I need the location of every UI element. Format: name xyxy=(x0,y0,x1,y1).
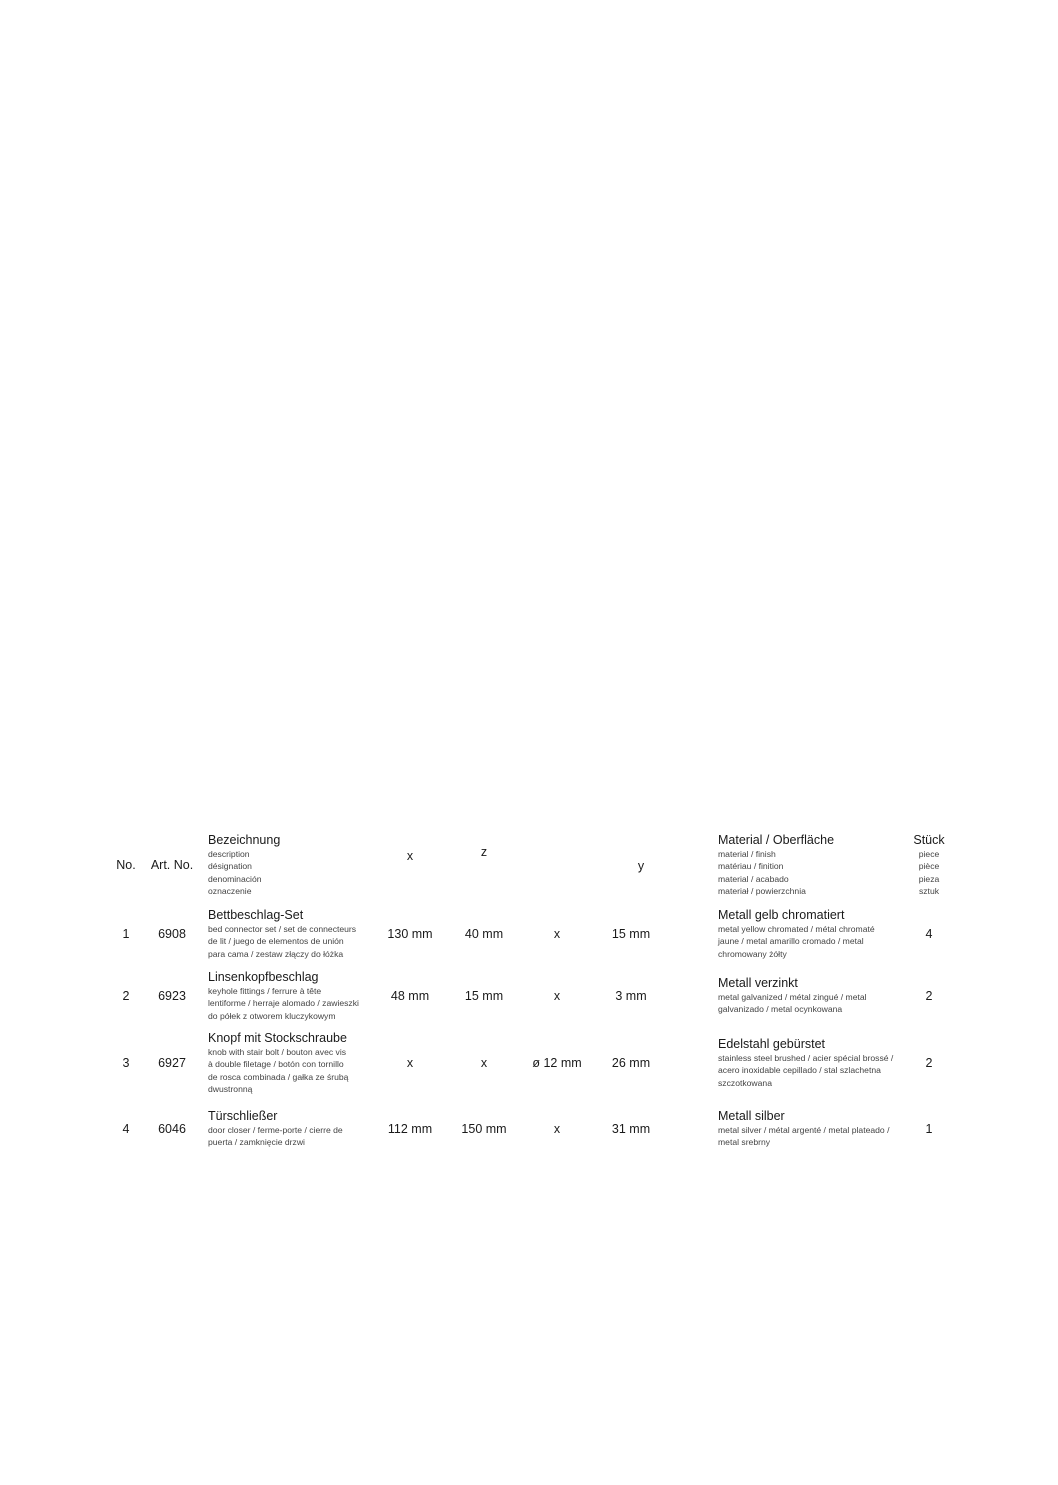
row-desc-line: bed connector set / set de connecteurs xyxy=(208,924,357,934)
header-pieces-line: pieza xyxy=(918,873,940,884)
row-desc-line: lentiforme / herraje alomado / zawieszki xyxy=(208,998,359,1009)
row-desc-line: à double filetage / botón con tornillo xyxy=(208,1059,344,1070)
row-name: Bettbeschlag-Set xyxy=(208,908,304,922)
table-row xyxy=(108,970,958,1031)
row-desc-line: do półek z otworem kluczykowym xyxy=(208,1010,336,1021)
row-desc-line: para cama / zestaw złączy do łóżka xyxy=(208,948,344,959)
row-y: 15 mm xyxy=(611,927,651,941)
row-name: Linsenkopfbeschlag xyxy=(208,970,319,984)
row-desc-line: de rosca combinada / gałka ze śrubą xyxy=(208,1071,349,1082)
header-pieces-title: Stück xyxy=(913,833,945,847)
row-no: 4 xyxy=(122,1122,130,1136)
row-x: x xyxy=(406,1056,414,1070)
row-material-title: Metall gelb chromatiert xyxy=(718,908,845,922)
row-designation xyxy=(208,908,356,960)
row-designation xyxy=(208,1031,348,1096)
table-row xyxy=(108,1109,958,1159)
row-material-line: metal silver / métal argenté / metal plateado / xyxy=(718,1125,890,1135)
row-material-title: Edelstahl gebürstet xyxy=(718,1037,826,1051)
row-art-no: 6923 xyxy=(158,989,186,1003)
row-art-no: 6046 xyxy=(158,1122,186,1136)
row-material-title: Metall verzinkt xyxy=(718,976,798,990)
row-designation xyxy=(208,1109,343,1149)
header-designation-line: denominación xyxy=(208,873,262,884)
row-y: 3 mm xyxy=(615,989,647,1003)
row-material-line: galvanizado / metal ocynkowana xyxy=(718,1004,843,1015)
row-no: 1 xyxy=(122,927,130,941)
row-y: 26 mm xyxy=(611,1056,651,1070)
header-designation-title: Bezeichnung xyxy=(208,833,281,847)
header-material xyxy=(718,833,834,898)
row-designation xyxy=(208,970,359,1022)
row-material xyxy=(718,908,875,960)
header-pieces-line: pièce xyxy=(918,861,940,872)
row-material-line: szczotkowana xyxy=(718,1077,772,1088)
parts-table xyxy=(108,830,958,1159)
row-material xyxy=(718,976,867,1016)
header-z: z xyxy=(480,845,488,859)
header-x: x xyxy=(406,849,414,863)
row-material-line: metal yellow chromated / métal chromaté xyxy=(718,924,875,934)
row-diameter: x xyxy=(553,927,561,941)
row-y: 31 mm xyxy=(611,1122,651,1136)
row-material xyxy=(718,1037,893,1089)
row-material-line: stainless steel brushed / acier spécial brossé / xyxy=(718,1053,894,1063)
header-pieces xyxy=(913,833,944,898)
table-header xyxy=(108,830,958,908)
row-material xyxy=(718,1109,889,1149)
row-x: 130 mm xyxy=(387,927,433,941)
header-art-no: Art. No. xyxy=(150,858,194,872)
header-material-line: material / acabado xyxy=(718,873,789,884)
row-name: Türschließer xyxy=(208,1109,278,1123)
row-z: 15 mm xyxy=(464,989,504,1003)
row-art-no: 6908 xyxy=(158,927,186,941)
row-qty: 4 xyxy=(925,927,933,941)
header-y: y xyxy=(637,859,645,873)
row-material-line: acero inoxidable cepillado / stal szlachetna xyxy=(718,1065,881,1076)
row-art-no: 6927 xyxy=(158,1056,186,1070)
row-material-line: metal srebrny xyxy=(718,1137,771,1148)
header-material-title: Material / Oberfläche xyxy=(718,833,835,847)
table-row xyxy=(108,1031,958,1109)
row-z: x xyxy=(480,1056,488,1070)
row-diameter: ø 12 mm xyxy=(532,1056,582,1070)
row-qty: 2 xyxy=(925,989,933,1003)
row-material-line: metal galvanized / métal zingué / metal xyxy=(718,992,867,1002)
row-material-line: jaune / metal amarillo cromado / metal xyxy=(718,936,864,947)
row-desc-line: door closer / ferme-porte / cierre de xyxy=(208,1125,343,1135)
row-x: 48 mm xyxy=(390,989,430,1003)
header-designation-line: description xyxy=(208,849,250,859)
header-designation-line: oznaczenie xyxy=(208,886,252,897)
header-pieces-line: sztuk xyxy=(918,886,940,897)
row-desc-line: puerta / zamknięcie drzwi xyxy=(208,1137,305,1148)
row-qty: 1 xyxy=(925,1122,933,1136)
row-material-title: Metall silber xyxy=(718,1109,785,1123)
row-desc-line: keyhole fittings / ferrure à tête xyxy=(208,986,322,996)
row-desc-line: dwustronną xyxy=(208,1084,253,1095)
row-z: 40 mm xyxy=(464,927,504,941)
header-material-line: materiał / powierzchnia xyxy=(718,886,806,897)
header-pieces-line: piece xyxy=(918,849,940,859)
row-no: 3 xyxy=(122,1056,130,1070)
row-diameter: x xyxy=(553,1122,561,1136)
row-desc-line: knob with stair bolt / bouton avec vis xyxy=(208,1047,347,1057)
row-z: 150 mm xyxy=(461,1122,507,1136)
header-material-line: matériau / finition xyxy=(718,861,784,872)
header-designation-line: désignation xyxy=(208,861,252,872)
row-material-line: chromowany żółty xyxy=(718,948,787,959)
row-desc-line: de lit / juego de elementos de unión xyxy=(208,936,344,947)
row-name: Knopf mit Stockschraube xyxy=(208,1031,347,1045)
row-no: 2 xyxy=(122,989,130,1003)
header-no: No. xyxy=(116,858,136,872)
header-material-line: material / finish xyxy=(718,849,776,859)
row-diameter: x xyxy=(553,989,561,1003)
row-x: 112 mm xyxy=(387,1122,433,1136)
header-designation xyxy=(208,833,280,898)
row-qty: 2 xyxy=(925,1056,933,1070)
table-row xyxy=(108,908,958,970)
